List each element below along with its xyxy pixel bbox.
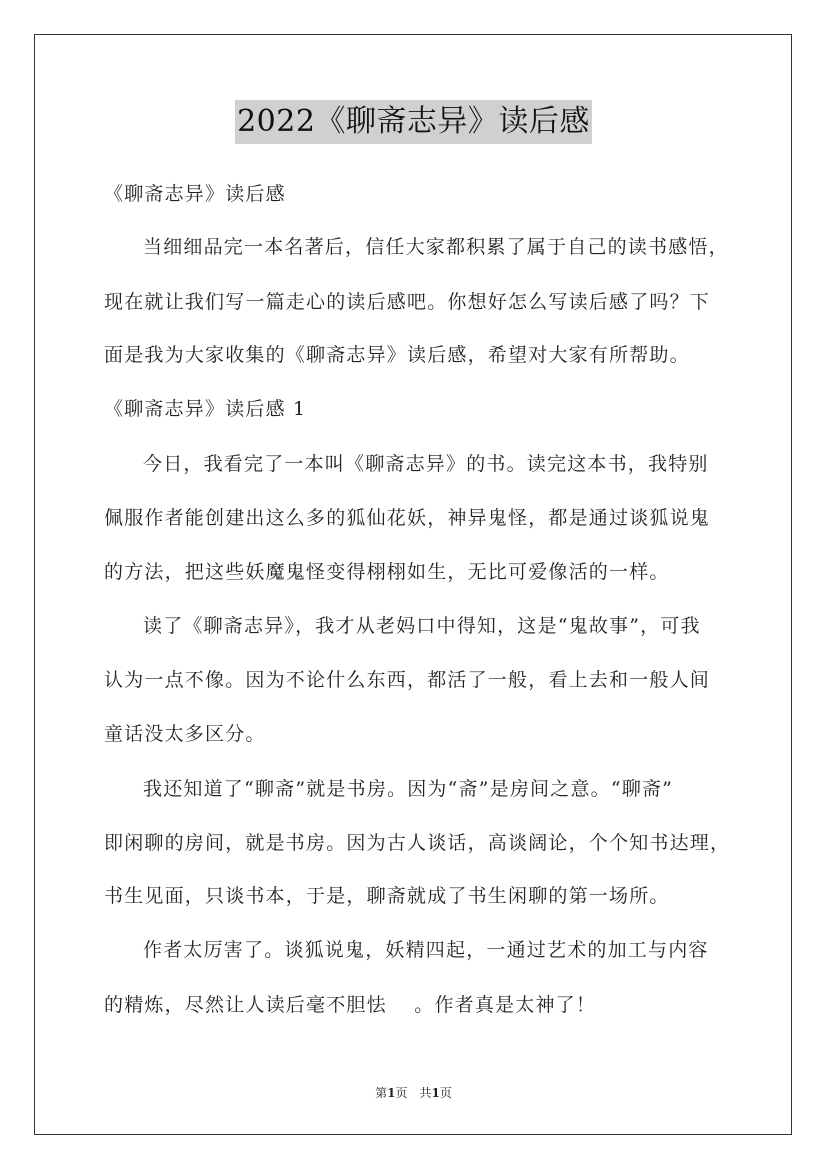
footer-mid: 页 共: [395, 1086, 432, 1100]
paragraph-line: 的精炼，尽然让人读后毫不胆怯 。作者真是太神了！: [104, 994, 597, 1016]
paragraph-line: 书生见面，只谈书本，于是，聊斋就成了书生闲聊的第一场所。: [104, 885, 670, 907]
paragraph-line: 读了《聊斋志异》，我才从老妈口中得知，这是“鬼故事”，可我: [143, 615, 701, 637]
paragraph-line: 即闲聊的房间，就是书房。因为古人谈话，高谈阔论，个个知书达理，: [104, 832, 731, 854]
paragraph-line: 的方法，把这些妖魔鬼怪变得栩栩如生，无比可爱像活的一样。: [104, 561, 670, 583]
title-container: [0, 100, 827, 144]
paragraph-line: 现在就让我们写一篇走心的读后感吧。你想好怎么写读后感了吗？下: [104, 291, 711, 313]
paragraph-line: 认为一点不像。因为不论什么东西，都活了一般，看上去和一般人间: [104, 669, 711, 691]
footer-page-number: 1: [387, 1086, 396, 1100]
paragraph-line: 佩服作者能创建出这么多的狐仙花妖，神异鬼怪，都是通过谈狐说鬼: [104, 507, 711, 529]
footer-suffix: 页: [439, 1086, 452, 1100]
paragraph-line: 作者太厉害了。谈狐说鬼，妖精四起，一通过艺术的加工与内容: [143, 939, 709, 961]
paragraph-line: 今日，我看完了一本叫《聊斋志异》的书。读完这本书，我特别: [143, 453, 709, 475]
document-title: 2022《聊斋志异》读后感: [235, 100, 592, 144]
paragraph-line: 童话没太多区分。: [104, 723, 266, 745]
page-footer: [0, 1084, 827, 1101]
paragraph-line: 当细细品完一本名著后，信任大家都积累了属于自己的读书感悟，: [143, 236, 729, 258]
paragraph-line: 我还知道了“聊斋”就是书房。因为“斋”是房间之意。“聊斋”: [143, 778, 674, 800]
section-heading: 《聊斋志异》读后感 1: [104, 398, 307, 420]
paragraph-line: 面是我为大家收集的《聊斋志异》读后感，希望对大家有所帮助。: [104, 344, 690, 366]
section-heading: 《聊斋志异》读后感: [104, 183, 286, 205]
footer-prefix: 第: [375, 1086, 388, 1100]
footer-total-pages: 1: [431, 1086, 440, 1100]
